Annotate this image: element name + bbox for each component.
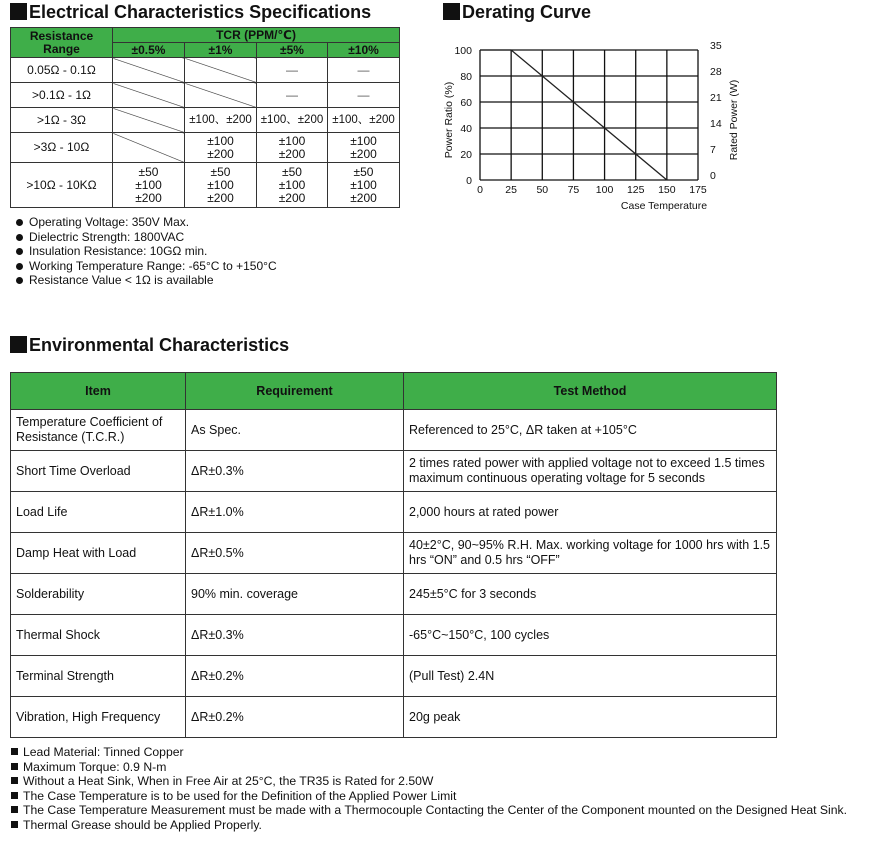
x-axis-label: Case Temperature [620,200,708,212]
range-cell: >0.1Ω - 1Ω [11,83,113,108]
header-tcr-col: ±10% [328,43,400,58]
y-tick-label: 0 [466,175,472,187]
x-tick-label: 125 [626,184,645,196]
tcr-cell: ±50 ±100 ±200 [113,163,185,208]
header-tcr: TCR (PPM/℃) [113,28,400,43]
y2-tick-label: 0 [710,170,716,182]
table-row [11,58,400,83]
item-cell: Load Life [11,492,186,533]
y2-tick-label: 14 [710,118,722,130]
y2-tick-label: 21 [710,92,722,104]
item-cell: Terminal Strength [11,656,186,697]
y2-axis-label: Rated Power (W) [728,79,740,161]
electrical-title-text: Electrical Characteristics Specifications [29,2,372,22]
dash-cell: — [257,58,328,83]
table-row [11,656,777,697]
requirement-cell: ΔR±0.2% [186,697,404,738]
y-tick-label: 40 [460,123,472,135]
table-row [11,533,777,574]
empty-diagonal-cell [185,83,257,108]
table-row [11,163,400,208]
test-method-cell: 40±2°C, 90~95% R.H. Max. working voltage for 1000 hrs with 1.5 hrs “ON” and 0.5 hrs “OFF” [404,533,777,574]
test-method-cell: Referenced to 25°C, ΔR taken at +105°C [404,410,777,451]
header-tcr-col: ±0.5% [113,43,185,58]
empty-diagonal-cell [113,83,185,108]
item-cell: Damp Heat with Load [11,533,186,574]
item-cell: Temperature Coefficient of Resistance (T.C.R.) [11,410,186,451]
requirement-cell: ΔR±0.2% [186,656,404,697]
table-row [11,410,777,451]
environmental-title-text: Environmental Characteristics [29,335,290,355]
y-tick-label: 20 [460,149,472,161]
x-tick-label: 25 [505,184,517,196]
x-tick-label: 150 [658,184,676,196]
header-test-method: Test Method [404,373,777,410]
test-method-cell: (Pull Test) 2.4N [404,656,777,697]
y-tick-label: 80 [460,71,472,83]
chart-ticks [454,40,721,196]
tcr-cell: ±100、±200 [257,108,328,133]
table-row [11,133,400,163]
requirement-cell: ΔR±1.0% [186,492,404,533]
list-item: Dielectric Strength: 1800VAC [16,230,277,245]
header-item: Item [11,373,186,410]
list-item: Without a Heat Sink, When in Free Air at 25°C, the TR35 is Rated for 2.50W [10,774,870,789]
empty-diagonal-cell [113,133,185,163]
requirement-cell: ΔR±0.5% [186,533,404,574]
tcr-cell: ±100 ±200 [185,133,257,163]
x-tick-label: 75 [567,184,580,196]
y2-tick-label: 28 [710,66,722,78]
y-tick-label: 100 [454,45,472,57]
empty-diagonal-cell [113,108,185,133]
range-cell: 0.05Ω - 0.1Ω [11,58,113,83]
list-item: The Case Temperature is to be used for the Definition of the Applied Power Limit [10,789,870,804]
dash-cell: — [328,58,400,83]
list-item: Lead Material: Tinned Copper [10,745,870,760]
header-tcr-col: ±1% [185,43,257,58]
empty-diagonal-cell [113,58,185,83]
range-cell: >1Ω - 3Ω [11,108,113,133]
list-item: Operating Voltage: 350V Max. [16,215,277,230]
tcr-cell: ±100 ±200 [328,133,400,163]
environmental-table-body [11,410,777,738]
electrical-section-title [10,2,371,22]
derating-chart [430,30,740,220]
item-cell: Vibration, High Frequency [11,697,186,738]
notes-list [10,745,870,832]
black-square-icon [443,3,460,20]
derating-title-text: Derating Curve [462,2,592,22]
table-row [11,108,400,133]
derating-section-title [443,2,591,22]
tcr-cell: ±100 ±200 [257,133,328,163]
y2-tick-label: 7 [710,144,716,156]
requirement-cell: ΔR±0.3% [186,451,404,492]
tcr-cell: ±50 ±100 ±200 [257,163,328,208]
table-row [11,83,400,108]
requirement-cell: 90% min. coverage [186,574,404,615]
test-method-cell: 245±5°C for 3 seconds [404,574,777,615]
tcr-cell: ±50 ±100 ±200 [185,163,257,208]
y2-tick-label: 35 [710,40,722,52]
table-row [11,697,777,738]
list-item: Insulation Resistance: 10GΩ min. [16,244,277,259]
x-tick-label: 175 [689,184,707,196]
range-cell: >10Ω - 10KΩ [11,163,113,208]
x-tick-label: 0 [477,184,483,196]
tcr-cell: ±100、±200 [328,108,400,133]
x-tick-label: 50 [536,184,549,196]
electrical-bullet-list [16,215,277,288]
test-method-cell: 2,000 hours at rated power [404,492,777,533]
tcr-cell: ±50 ±100 ±200 [328,163,400,208]
test-method-cell: 20g peak [404,697,777,738]
item-cell: Short Time Overload [11,451,186,492]
x-tick-label: 100 [595,184,614,196]
table-row [11,574,777,615]
list-item: Working Temperature Range: -65°C to +150°C [16,259,277,274]
table-row [11,492,777,533]
list-item: Maximum Torque: 0.9 N-m [10,760,870,775]
empty-diagonal-cell [185,58,257,83]
electrical-spec-table [10,27,400,208]
dash-cell: — [328,83,400,108]
list-item: The Case Temperature Measurement must be made with a Thermocouple Contacting the Center of the Component mounted on the Designed Heat Sink. [10,803,870,818]
item-cell: Solderability [11,574,186,615]
tcr-cell: ±100、±200 [185,108,257,133]
derating-chart-svg [430,30,740,220]
list-item: Thermal Grease should be Applied Properly. [10,818,870,833]
black-square-icon [10,336,27,353]
y-axis-label: Power Ratio (%) [443,81,455,159]
test-method-cell: 2 times rated power with applied voltage not to exceed 1.5 times maximum continuous operating voltage for 5 seconds [404,451,777,492]
range-cell: >3Ω - 10Ω [11,133,113,163]
table-row [11,451,777,492]
black-square-icon [10,3,27,20]
table-row [11,615,777,656]
y-tick-label: 60 [460,97,472,109]
header-requirement: Requirement [186,373,404,410]
test-method-cell: -65°C~150°C, 100 cycles [404,615,777,656]
requirement-cell: As Spec. [186,410,404,451]
dash-cell: — [257,83,328,108]
item-cell: Thermal Shock [11,615,186,656]
environmental-section-title [10,335,289,355]
environmental-table [10,372,777,738]
list-item: Resistance Value < 1Ω is available [16,273,277,288]
header-tcr-col: ±5% [257,43,328,58]
header-resistance-range: Resistance Range [11,28,113,58]
requirement-cell: ΔR±0.3% [186,615,404,656]
